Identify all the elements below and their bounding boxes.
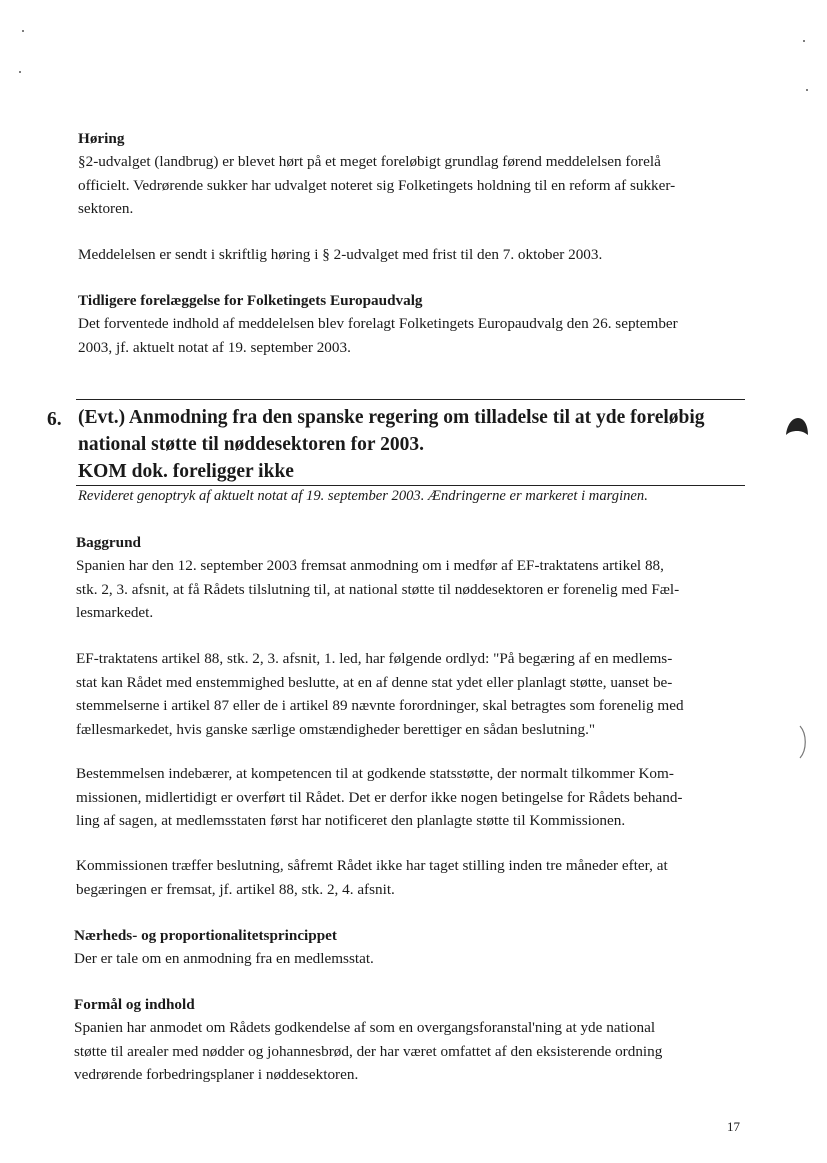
margin-blot-icon [784, 415, 810, 442]
section-heading: Tidligere forelæggelse for Folketingets Europaudvalg [78, 292, 423, 309]
baggrund-section [76, 532, 776, 625]
section-heading: Baggrund [76, 534, 141, 551]
baggrund-paragraph [76, 647, 776, 741]
paragraph-line: stk. 2, 3. afsnit, at få Rådets tilslutning til, at national støtte til nøddesektoren er forenelig med Fæl- [76, 580, 680, 598]
hoering-note [78, 243, 778, 267]
paragraph-line: 2003, jf. aktuelt notat af 19. september 2003. [78, 338, 351, 356]
section-heading: Nærheds- og proportionalitetsprincippet [74, 927, 337, 944]
section-heading: Høring [78, 130, 125, 147]
paragraph-line: lesmarkedet. [76, 604, 154, 621]
item-title [78, 404, 758, 485]
scan-speck [19, 71, 21, 73]
baggrund-paragraph [76, 762, 776, 833]
paragraph-line: fællesmarkedet, hvis ganske særlige omstændigheder berettiger en sådan beslutning." [76, 720, 596, 738]
baggrund-paragraph [76, 854, 776, 901]
revised-note: Revideret genoptryk af aktuelt notat af 19. september 2003. Ændringerne er markeret i marginen. [78, 488, 648, 504]
hoering-section [78, 128, 778, 221]
paragraph-line: EF-traktatens artikel 88, stk. 2, 3. afsnit, 1. led, har følgende ordlyd: "På begæring af en medlems- [76, 650, 673, 667]
paragraph-line: Meddelelsen er sendt i skriftlig høring i § 2-udvalget med frist til den 7. oktober 2003. [78, 246, 603, 263]
paragraph-line: Der er tale om en anmodning fra en medlemsstat. [74, 950, 374, 967]
paragraph-line: begæringen er fremsat, jf. artikel 88, stk. 2, 4. afsnit. [76, 880, 395, 898]
paragraph-line: Kommissionen træffer beslutning, såfremt Rådet ikke har taget stilling inden tre måneder efter, at [76, 857, 668, 874]
item-top-rule [76, 399, 745, 400]
section-heading: Formål og indhold [74, 996, 195, 1013]
paragraph-line: Det forventede indhold af meddelelsen blev forelagt Folketingets Europaudvalg den 26. september [78, 315, 678, 332]
margin-bracket-icon [795, 722, 811, 767]
paragraph-line: støtte til arealer med nødder og johannesbrød, der har været omfattet af den eksisterende ordning [74, 1042, 663, 1060]
item-title-line: KOM dok. foreligger ikke [78, 461, 294, 482]
paragraph-line: §2-udvalget (landbrug) er blevet hørt på et meget foreløbigt grundlag førend meddelelsen forelå [78, 153, 661, 170]
scan-speck [806, 89, 808, 91]
item-title-line: (Evt.) Anmodning fra den spanske regering om tilladelse til at yde foreløbig [78, 407, 705, 428]
paragraph-line: ling af sagen, at medlemsstaten først har notificeret den planlagte støtte til Kommissionen. [76, 812, 626, 829]
paragraph-line: Bestemmelsen indebærer, at kompetencen til at godkende statsstøtte, der normalt tilkommer Kom- [76, 765, 674, 782]
paragraph-line: missionen, midlertidigt er overført til Rådet. Det er derfor ikke nogen betingelse for Rådets behand- [76, 788, 683, 806]
paragraph-line: Spanien har anmodet om Rådets godkendelse af som en overgangsforanstal'ning at yde national [74, 1019, 656, 1036]
paragraph-line: Spanien har den 12. september 2003 fremsat anmodning om i medfør af EF-traktatens artikel 88, [76, 557, 664, 574]
item-title-line: national støtte til nøddesektoren for 2003. [78, 434, 424, 455]
scan-speck [22, 30, 24, 32]
formaal-section [74, 994, 774, 1087]
paragraph-line: vedrørende forbedringsplaner i nøddesektoren. [74, 1066, 359, 1083]
naerhed-section [74, 925, 774, 971]
paragraph-line: sektoren. [78, 200, 134, 217]
paragraph-line: stat kan Rådet med enstemmighed beslutte, at en af denne stat ydet eller planlagt støtte, uanset be- [76, 673, 673, 691]
paragraph-line: officielt. Vedrørende sukker har udvalget noteret sig Folketingets holdning til en reform af sukker- [78, 176, 676, 194]
item-number: 6. [47, 409, 62, 430]
paragraph-line: stemmelserne i artikel 87 eller de i artikel 89 nævnte forordninger, skal betragtes som forenelig med [76, 697, 684, 714]
page-number: 17 [727, 1119, 740, 1134]
tidligere-section [78, 290, 778, 359]
scan-speck [803, 40, 805, 42]
